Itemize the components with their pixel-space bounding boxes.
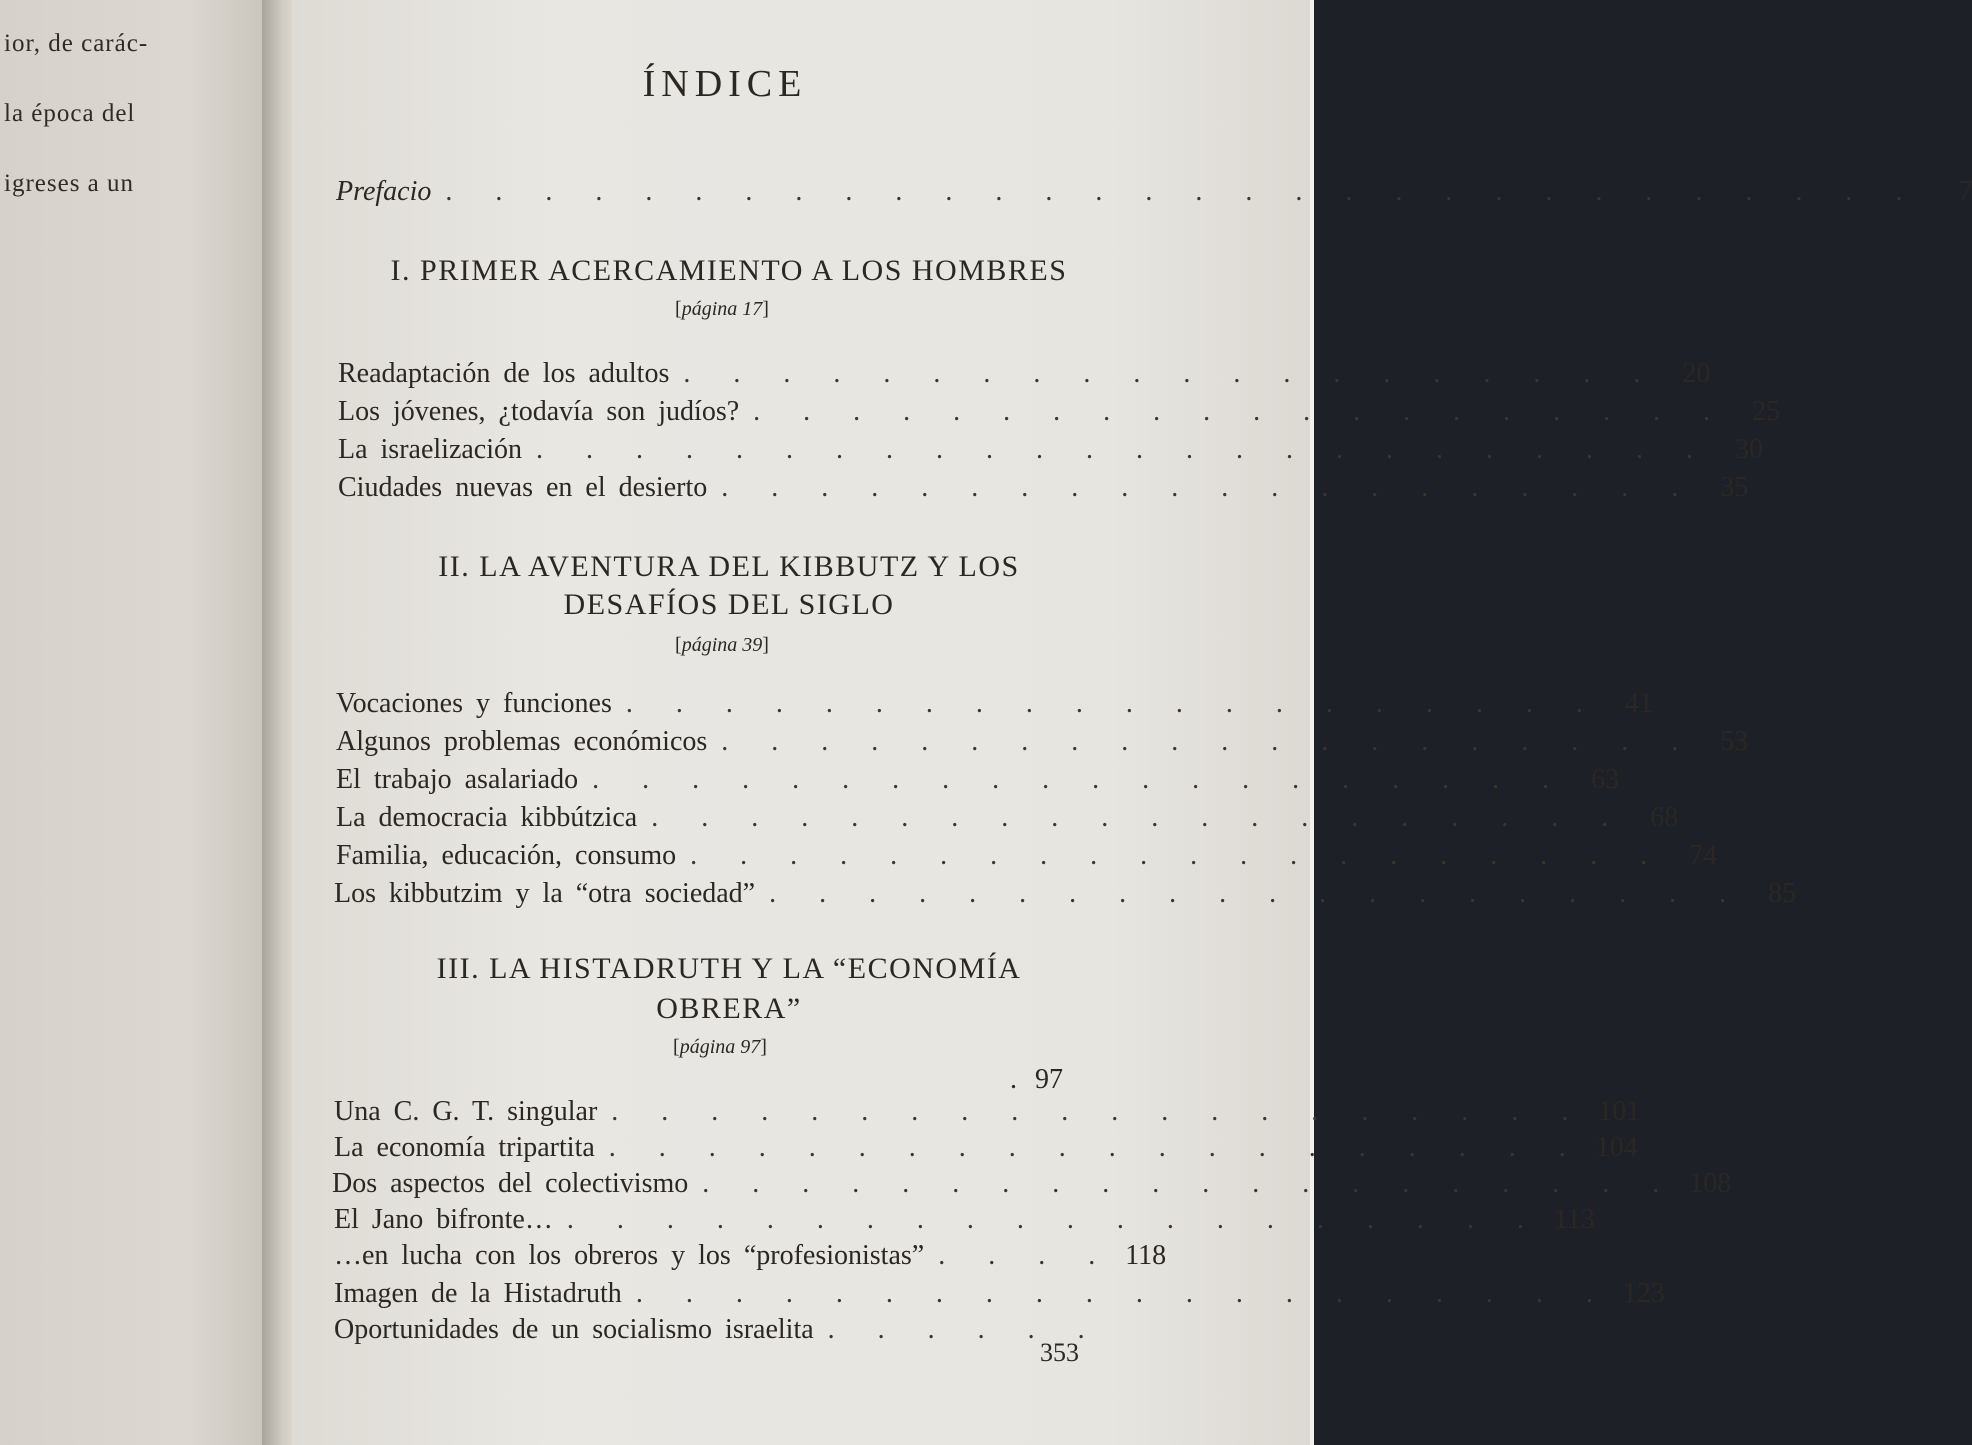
toc-entry-label: El Jano bifronte…	[334, 1204, 553, 1235]
toc-entry-page: 41	[1624, 688, 1653, 719]
toc-entry-label: Algunos problemas económicos	[336, 726, 708, 757]
toc-entry-preface	[336, 176, 1972, 212]
toc-entry-page: 123	[1622, 1278, 1665, 1309]
toc-entry-label: Ciudades nuevas en el desierto	[338, 472, 708, 503]
left-page-line: igreses a un	[4, 170, 135, 197]
toc-lone-page	[1010, 1064, 1063, 1096]
left-page-line: la época del	[4, 100, 136, 127]
toc-leader-dots: . . . . . . . . . . . . . . . . . . . . . . . . . . . . . .	[445, 176, 1921, 207]
toc-entry-label: Los kibbutzim y la “otra sociedad”	[334, 878, 756, 909]
toc-entry-page: 20	[1682, 358, 1711, 389]
toc-leader-dots: . . . . . . . . . . . . . . . . . . . .	[702, 1168, 1678, 1199]
toc-entry-label: Familia, educación, consumo	[336, 840, 677, 871]
page-number: 353	[1040, 1338, 1079, 1367]
bracket-open: [	[673, 1036, 680, 1058]
toc-entry	[338, 472, 1749, 508]
toc-leader-dots: . . . . . . . . . . . . . . . . . . . .	[721, 726, 1697, 757]
section-page-ref	[620, 1036, 820, 1059]
toc-entry-page: 63	[1591, 764, 1620, 795]
toc-entry-page: 74	[1689, 840, 1718, 871]
toc-entry-label: Imagen de la Histadruth	[334, 1278, 622, 1309]
toc-entry	[336, 840, 1718, 876]
toc-entry-label: Readaptación de los adultos	[338, 358, 670, 389]
toc-entry	[334, 1204, 1595, 1240]
toc-entry-page: 101	[1598, 1096, 1641, 1127]
toc-entry	[332, 1168, 1732, 1204]
toc-entry	[336, 688, 1653, 724]
section-page-label: página 97	[679, 1036, 761, 1058]
toc-entry-page: 97	[1035, 1064, 1063, 1095]
toc-entry-page: 25	[1752, 396, 1781, 427]
toc-entry	[334, 1096, 1641, 1132]
toc-leader-dots: . . . . . . . . . . . . . . . . . . . .	[635, 1278, 1611, 1309]
toc-entry-label: La democracia kibbútzica	[336, 802, 638, 833]
toc-entry-label: Una C. G. T. singular	[334, 1096, 598, 1127]
toc-leader-dots: . . . . . . . . . . . . . . . . . . . . . . . .	[536, 434, 1712, 465]
toc-entry	[334, 1132, 1638, 1168]
toc-entry	[336, 802, 1679, 838]
section-title: OBRERA”	[656, 992, 802, 1025]
left-page-line: ior, de carác-	[4, 30, 149, 57]
toc-leader-dots: . . . . . . . . . . . . . . . . . . . .	[625, 688, 1601, 719]
toc-entry-page: 85	[1768, 878, 1797, 909]
toc-entry-label: La israelización	[338, 434, 523, 465]
section-title: I. PRIMER ACERCAMIENTO A LOS HOMBRES	[390, 254, 1068, 287]
toc-entry-page: 35	[1720, 472, 1749, 503]
toc-leader-dots: .	[1010, 1064, 1035, 1095]
bracket-close: ]	[760, 1036, 767, 1058]
toc-entry	[334, 878, 1797, 914]
toc-entry-page: 7	[1958, 176, 1972, 207]
toc-entry-page: 30	[1735, 434, 1764, 465]
toc-entry-label: Dos aspectos del colectivismo	[332, 1168, 689, 1199]
section-title: III. LA HISTADRUTH Y LA “ECONOMÍA	[436, 952, 1022, 985]
bracket-open: [	[675, 298, 682, 320]
toc-entry-label: Prefacio	[336, 176, 432, 207]
toc-entry	[334, 1240, 1167, 1276]
toc-entry	[338, 434, 1764, 470]
toc-leader-dots: . . . . . . . . . . . . . . . . . . . .	[566, 1204, 1542, 1235]
toc-entry	[336, 764, 1620, 800]
section-title: II. LA AVENTURA DEL KIBBUTZ Y LOS	[438, 550, 1020, 583]
toc-leader-dots: . . . . . . . . . . . . . . . . . . . .	[651, 802, 1627, 833]
bracket-open: [	[675, 634, 682, 656]
toc-entry	[334, 1314, 1103, 1350]
toc-leader-dots: . . . . . . . . . . . . . . . . . . . .	[690, 840, 1666, 871]
toc-entry-label: …en lucha con los obreros y los “profesionistas”	[334, 1240, 925, 1271]
toc-entry-page: 118	[1125, 1240, 1167, 1271]
section-title: DESAFÍOS DEL SIGLO	[563, 588, 895, 621]
toc-entry-page: 113	[1553, 1204, 1595, 1235]
toc-leader-dots: . . . . . . . . . . . . . . . . . . . .	[608, 1132, 1584, 1163]
section-page-ref	[622, 634, 822, 657]
page-title: ÍNDICE	[642, 63, 808, 105]
toc-entry-page: 108	[1689, 1168, 1732, 1199]
toc-entry-page: 68	[1650, 802, 1679, 833]
toc-leader-dots: . . . .	[938, 1240, 1114, 1271]
toc-leader-dots: . . . . . . . . . . . . . . . . . . . .	[769, 878, 1745, 909]
toc-entry-page: 53	[1720, 726, 1749, 757]
toc-entry-label: Oportunidades de un socialismo israelita	[334, 1314, 814, 1345]
toc-entry	[336, 726, 1749, 762]
section-page-label: página 39	[681, 634, 763, 656]
toc-leader-dots: . . . . . . . . . . . . . . . . . . . .	[592, 764, 1568, 795]
bracket-close: ]	[762, 634, 769, 656]
section-page-ref	[622, 298, 822, 321]
toc-leader-dots: . . . . . . . . . . . . . . . . . . . .	[683, 358, 1659, 389]
toc-entry-label: Vocaciones y funciones	[336, 688, 612, 719]
section-page-label: página 17	[681, 298, 763, 320]
toc-entry-label: El trabajo asalariado	[336, 764, 579, 795]
toc-entry	[338, 358, 1711, 394]
toc-leader-dots: . . . . . . . . . . . . . . . . . . . .	[611, 1096, 1587, 1127]
toc-leader-dots: . . . . . . . . . . . . . . . . . . . .	[721, 472, 1697, 503]
toc-entry-label: Los jóvenes, ¿todavía son judíos?	[338, 396, 740, 427]
toc-entry-label: La economía tripartita	[334, 1132, 595, 1163]
toc-leader-dots: . . . . . .	[827, 1314, 1103, 1345]
bracket-close: ]	[762, 298, 769, 320]
toc-entry-page: 104	[1595, 1132, 1638, 1163]
toc-entry	[338, 396, 1781, 432]
toc-leader-dots: . . . . . . . . . . . . . . . . . . . .	[753, 396, 1729, 427]
toc-entry	[334, 1278, 1665, 1314]
left-page	[0, 0, 268, 1445]
